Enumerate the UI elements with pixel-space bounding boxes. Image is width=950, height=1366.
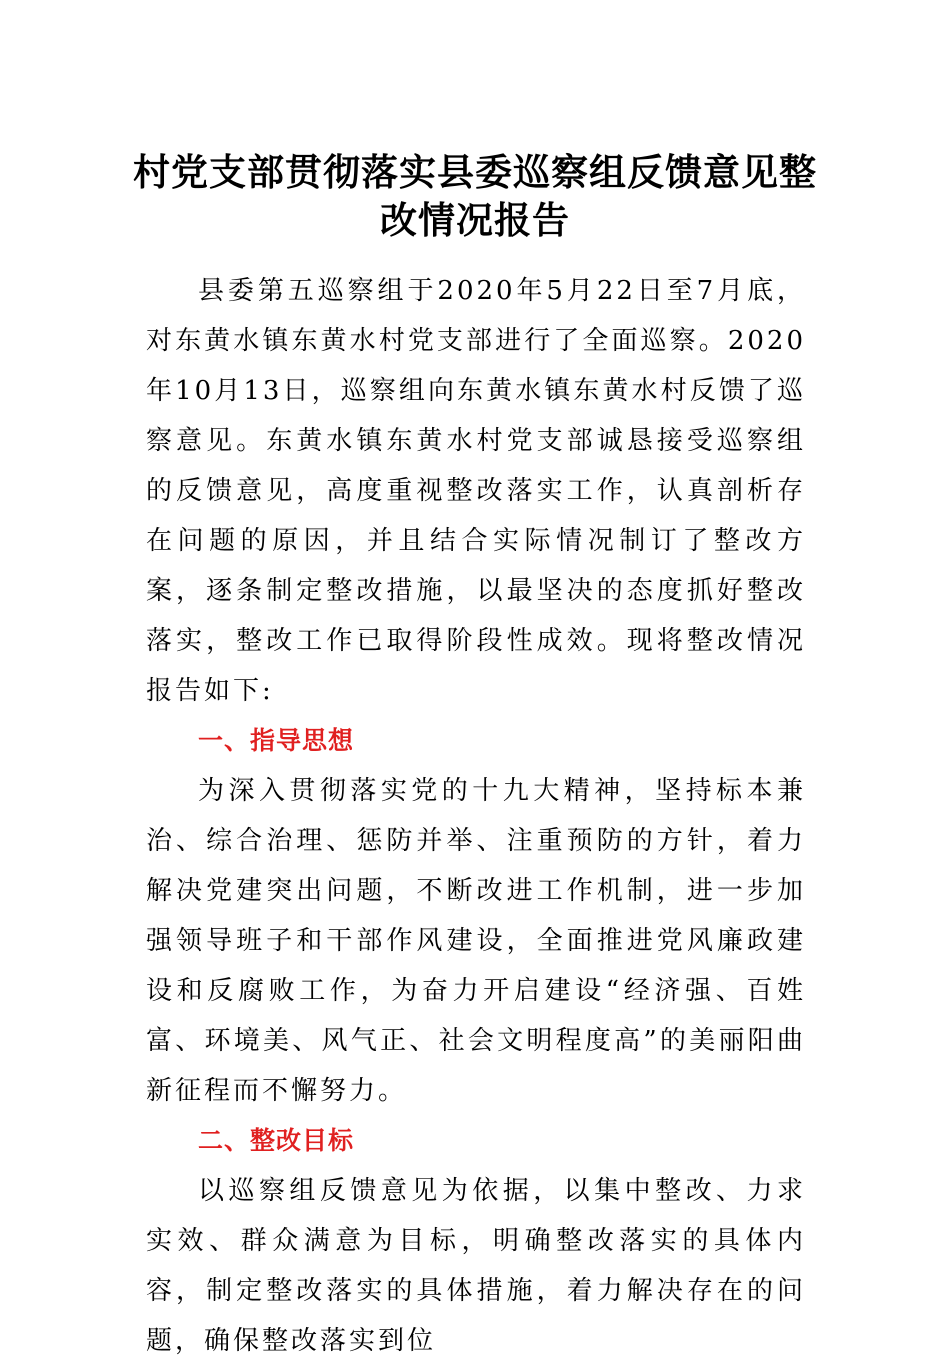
intro-paragraph: 县委第五巡察组于2020年5月22日至7月底，对东黄水镇东黄水村党支部进行了全面巡察。2020年10月13日，巡察组向东黄水镇东黄水村反馈了巡察意见。东黄水镇东黄水村党支部诚恳接受巡察组的反馈意见，高度重视整改落实工作，认真剖析存在问题的原因，并且结合实际情况制订了整改方案，逐条制定整改措施，以最坚决的态度抓好整改落实，整改工作已取得阶段性成效。现将整改情况报告如下: [146, 276, 806, 706]
guiding-ideology-paragraph: 为深入贯彻落实党的十九大精神，坚持标本兼治、综合治理、惩防并举、注重预防的方针，着力解决党建突出问题，不断改进工作机制，进一步加强领导班子和干部作风建设，全面推进党风廉政建设和反腐败工作，为奋力开启建设“经济强、百姓富、环境美、风气正、社会文明程度高”的美丽阳曲新征程而不懈努力。 [146, 776, 806, 1106]
rectification-goals-paragraph: 以巡察组反馈意见为依据，以集中整改、力求实效、群众满意为目标，明确整改落实的具体内容，制定整改落实的具体措施，着力解决存在的问题，确保整改落实到位 [146, 1176, 806, 1356]
document-title-line-1: 村党支部贯彻落实县委巡察组反馈意见整 [133, 150, 817, 194]
section-heading-rectification-goals: 二、整改目标 [198, 1126, 355, 1155]
section-heading-guiding-ideology: 一、指导思想 [198, 726, 355, 755]
document-body [146, 266, 806, 1366]
document-title-line-2: 改情况报告 [380, 198, 570, 242]
